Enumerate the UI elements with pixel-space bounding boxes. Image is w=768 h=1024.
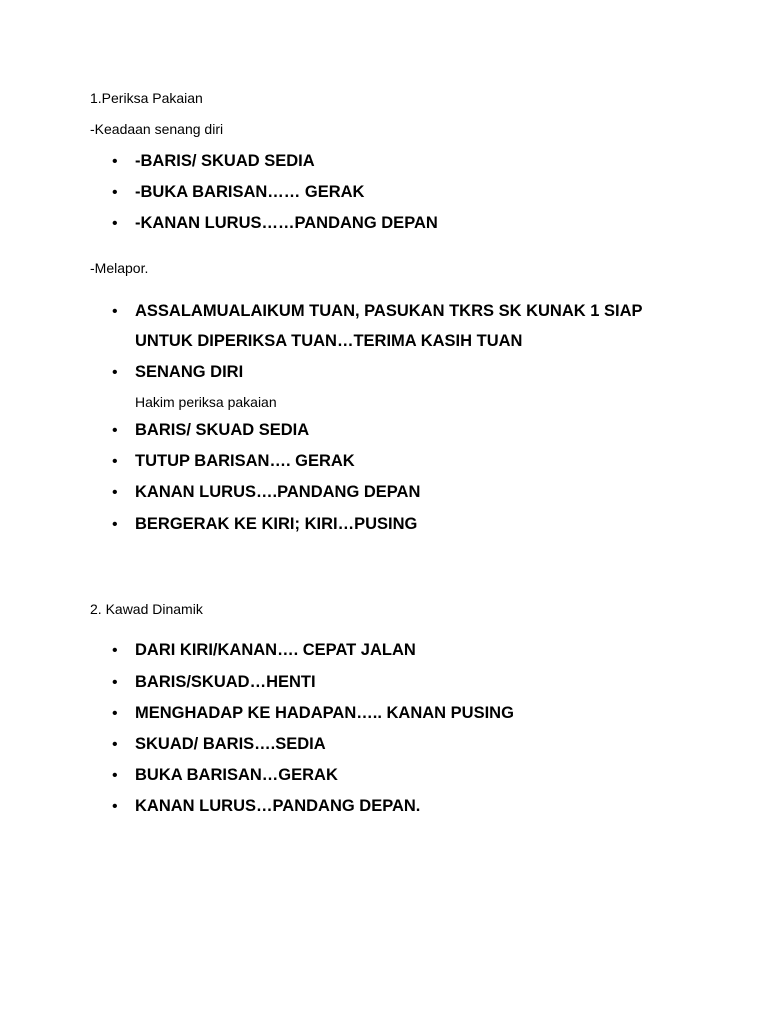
section1-subheading: -Keadaan senang diri [90, 121, 224, 137]
bullet: • [112, 736, 118, 753]
list-item: TUTUP BARISAN…. GERAK [135, 452, 355, 470]
bullet: • [112, 453, 118, 470]
list-item: BERGERAK KE KIRI; KIRI…PUSING [135, 515, 418, 533]
bullet: • [112, 705, 118, 722]
bullet: • [112, 422, 118, 439]
bullet: • [112, 516, 118, 533]
list-item: SENANG DIRI [135, 363, 244, 381]
report-line-1: ASSALAMUALAIKUM TUAN, PASUKAN TKRS SK KUNAK 1 SIAP [135, 302, 643, 320]
list-item: KANAN LURUS…PANDANG DEPAN. [135, 797, 421, 815]
bullet: • [112, 767, 118, 784]
list-item: SKUAD/ BARIS….SEDIA [135, 735, 326, 753]
melapor-label: -Melapor. [90, 260, 149, 276]
list-item: MENGHADAP KE HADAPAN….. KANAN PUSING [135, 704, 514, 722]
bullet: • [112, 215, 118, 232]
section2-heading: 2. Kawad Dinamik [90, 601, 203, 617]
bullet: • [112, 642, 118, 659]
bullet: • [112, 798, 118, 815]
inspection-note: Hakim periksa pakaian [135, 394, 277, 410]
list-item: -BUKA BARISAN…… GERAK [135, 183, 365, 201]
bullet: • [112, 484, 118, 501]
bullet: • [112, 303, 118, 320]
list-item: -BARIS/ SKUAD SEDIA [135, 152, 315, 170]
bullet: • [112, 153, 118, 170]
bullet: • [112, 674, 118, 691]
bullet: • [112, 364, 118, 381]
list-item: BUKA BARISAN…GERAK [135, 766, 338, 784]
list-item: BARIS/ SKUAD SEDIA [135, 421, 310, 439]
list-item: KANAN LURUS….PANDANG DEPAN [135, 483, 421, 501]
bullet: • [112, 184, 118, 201]
list-item: DARI KIRI/KANAN…. CEPAT JALAN [135, 641, 416, 659]
list-item: BARIS/SKUAD…HENTI [135, 673, 316, 691]
section1-heading: 1.Periksa Pakaian [90, 90, 203, 106]
report-line-2: UNTUK DIPERIKSA TUAN…TERIMA KASIH TUAN [135, 332, 523, 350]
list-item: -KANAN LURUS……PANDANG DEPAN [135, 214, 438, 232]
